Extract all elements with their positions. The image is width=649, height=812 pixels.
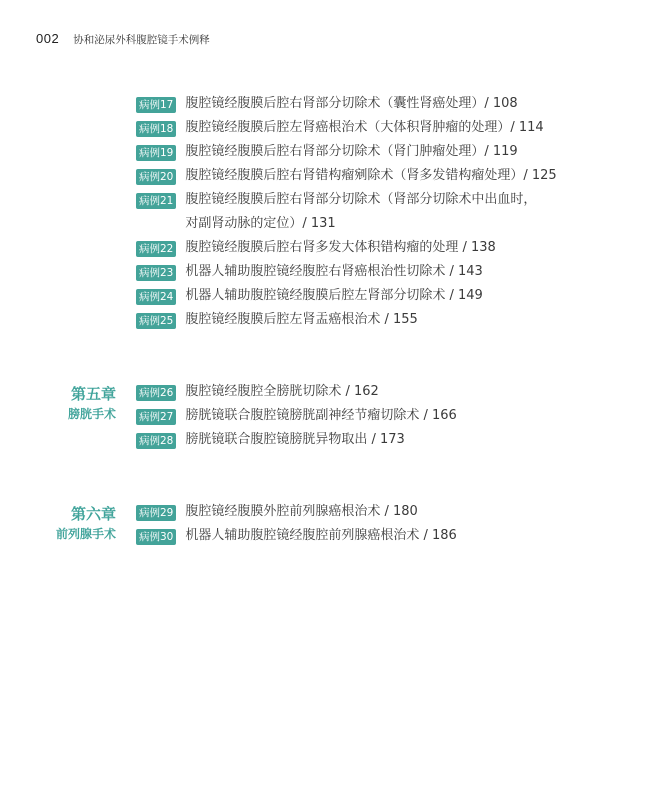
case-badge: 病例30 [136, 529, 176, 545]
entry-title-line: 机器人辅助腹腔镜经腹膜后腔左肾部分切除术 / 149 [185, 288, 483, 303]
case-badge: 病例22 [136, 241, 176, 257]
chapter-number: 第五章 [70, 385, 116, 403]
entry-title [185, 188, 536, 236]
entry-title-line: 腹腔镜经腹膜外腔前列腺癌根治术 / 180 [185, 504, 418, 519]
case-badge: 病例19 [136, 145, 176, 161]
page-header [36, 31, 210, 47]
chapter-name: 膀胱手术 [67, 407, 116, 421]
book-title: 协和泌尿外科腹腔镜手术例释 [73, 34, 210, 46]
entry-title [185, 284, 482, 308]
case-badge: 病例24 [136, 289, 176, 305]
entry-title [185, 236, 495, 260]
entry-title [185, 524, 456, 548]
case-badge: 病例20 [136, 169, 176, 185]
entry-title [185, 260, 482, 284]
chapter-number: 第六章 [70, 505, 116, 523]
toc-entries [136, 503, 457, 551]
case-badge: 病例29 [136, 505, 176, 521]
entry-title [185, 116, 543, 140]
toc-entry [136, 431, 457, 455]
case-badge: 病例28 [136, 433, 176, 449]
entry-title-line: 对副肾动脉的定位）/ 131 [185, 216, 336, 231]
entry-title-line: 腹腔镜经腹腔全膀胱切除术 / 162 [185, 384, 379, 399]
chapter-heading [56, 503, 116, 543]
entry-title-line: 机器人辅助腹腔镜经腹腔前列腺癌根治术 / 186 [185, 528, 457, 543]
entry-title-line: 腹腔镜经腹膜后腔左肾盂癌根治术 / 155 [185, 312, 418, 327]
entry-title [185, 428, 404, 452]
toc-entry [136, 311, 557, 335]
entry-title-line: 腹腔镜经腹膜后腔右肾部分切除术（囊性肾癌处理）/ 108 [185, 96, 518, 111]
entry-title-line: 腹腔镜经腹膜后腔右肾部分切除术（肾门肿瘤处理）/ 119 [185, 144, 518, 159]
chapter-heading [68, 383, 116, 423]
case-badge: 病例27 [136, 409, 176, 425]
toc-entries [136, 383, 457, 455]
case-badge: 病例23 [136, 265, 176, 281]
entry-title-line: 腹腔镜经腹膜后腔右肾多发大体积错构瘤的处理 / 138 [185, 240, 496, 255]
chapter-name: 前列腺手术 [55, 527, 116, 541]
entry-title [185, 380, 378, 404]
entry-title [185, 164, 556, 188]
entry-title-line: 腹腔镜经腹膜后腔左肾癌根治术（大体积肾肿瘤的处理）/ 114 [185, 120, 544, 135]
entry-title-line: 腹腔镜经腹膜后腔右肾部分切除术（肾部分切除术中出血时， [185, 192, 537, 207]
entry-title [185, 500, 417, 524]
case-badge: 病例21 [136, 193, 176, 209]
case-badge: 病例17 [136, 97, 176, 113]
case-badge: 病例26 [136, 385, 176, 401]
toc-entries [136, 95, 557, 335]
toc-entry [136, 191, 557, 239]
entry-title-line: 膀胱镜联合腹腔镜膀胱异物取出 / 173 [185, 432, 405, 447]
entry-title [185, 404, 456, 428]
entry-title [185, 140, 517, 164]
toc-entry [136, 527, 457, 551]
page-number: 002 [36, 31, 60, 46]
case-badge: 病例18 [136, 121, 176, 137]
entry-title-line: 机器人辅助腹腔镜经腹腔右肾癌根治性切除术 / 143 [185, 264, 483, 279]
entry-title [185, 92, 517, 116]
entry-title [185, 308, 417, 332]
case-badge: 病例25 [136, 313, 176, 329]
entry-title-line: 腹腔镜经腹膜后腔右肾错构瘤剜除术（肾多发错构瘤处理）/ 125 [185, 168, 557, 183]
entry-title-line: 膀胱镜联合腹腔镜膀胱副神经节瘤切除术 / 166 [185, 408, 457, 423]
